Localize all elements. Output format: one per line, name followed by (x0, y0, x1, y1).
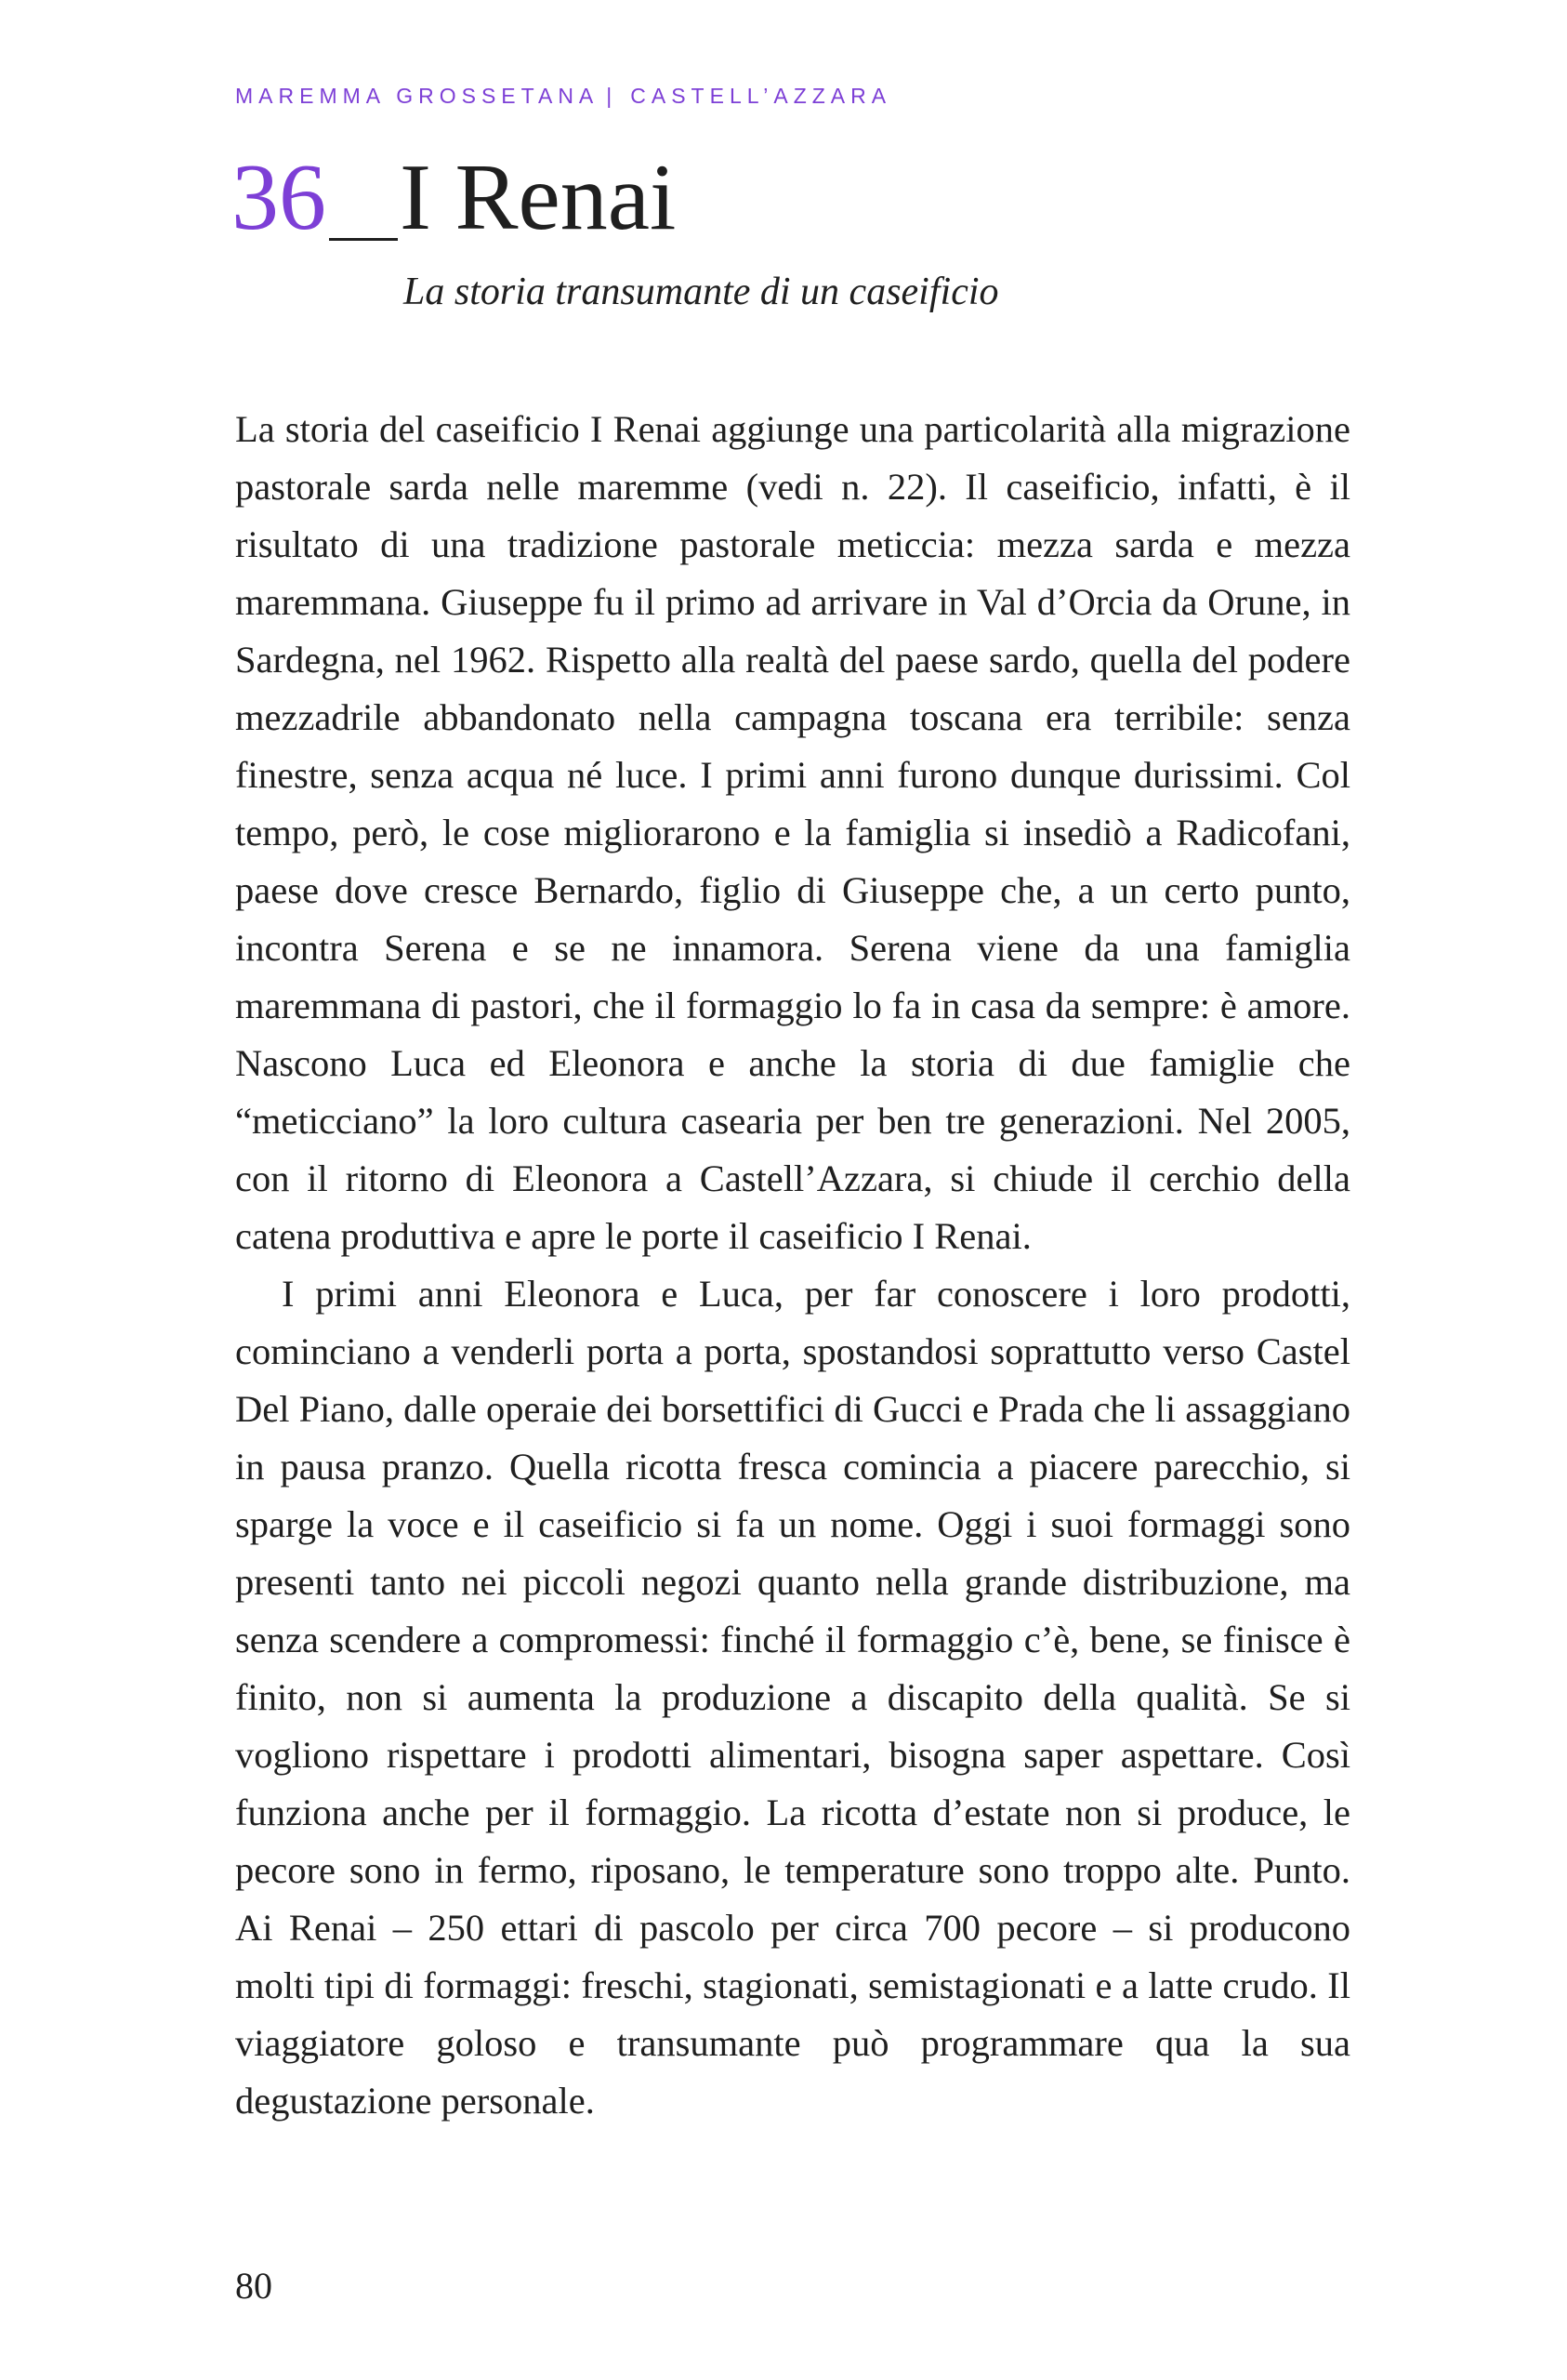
running-head-region: MAREMMA GROSSETANA (235, 84, 599, 108)
chapter-subtitle: La storia transumante di un caseificio (403, 271, 999, 313)
chapter-title: I Renai (400, 145, 677, 250)
body-paragraph-1: La storia del caseificio I Renai aggiunge una particolarità alla migrazione pastorale sarda nelle maremme (vedi n. 22). Il caseificio, infatti, è il risultato di una tradizione pastorale meticcia: mezza sarda e mezza maremmana. Giuseppe fu il primo ad arrivare in Val d’Orcia da Orune, in Sardegna, nel 1962. Rispetto alla realtà del paese sardo, quella del podere mezzadrile abbandonato nella campagna toscana era terribile: senza finestre, senza acqua né luce. I primi anni furono dunque durissimi. Col tempo, però, le cose migliorarono e la famiglia si insediò a Radicofani, paese dove cresce Bernardo, figlio di Giuseppe che, a un certo punto, incontra Serena e se ne innamora. Serena viene da una famiglia maremmana di pastori, che il formaggio lo fa in casa da sempre: è amore. Nascono Luca ed Eleonora e anche la storia di due famiglie che “meticciano” la loro cultura casearia per ben tre generazioni. Nel 2005, con il ritorno di Eleonora a Castell’Azzara, si chiude il cerchio della catena produttiva e apre le porte il caseificio I Renai. (235, 408, 1350, 1257)
running-head-separator: | (606, 84, 618, 108)
page-number: 80 (235, 2265, 272, 2307)
chapter-divider-rule (329, 238, 398, 241)
body-paragraph-2: I primi anni Eleonora e Luca, per far conoscere i loro prodotti, cominciano a venderli porta a porta, spostandosi soprattutto verso Castel Del Piano, dalle operaie dei borsettifici di Gucci e Prada che li assaggiano in pausa pranzo. Quella ricotta fresca comincia a piacere parecchio, si sparge la voce e il caseificio si fa un nome. Oggi i suoi formaggi sono presenti tanto nei piccoli negozi quanto nella grande distribuzione, ma senza scendere a compromessi: finché il formaggio c’è, bene, se finisce è finito, non si aumenta la produzione a discapito della qualità. Se si vogliono rispettare i prodotti alimentari, bisogna saper aspettare. Così funziona anche per il formaggio. La ricotta d’estate non si produce, le pecore sono in fermo, riposano, le temperature sono troppo alte. Punto. Ai Renai – 250 ettari di pascolo per circa 700 pecore – si producono molti tipi di formaggi: freschi, stagionati, semistagionati e a latte crudo. Il viaggiatore goloso e transumante può programmare qua la sua degustazione personale. (235, 1273, 1350, 2122)
chapter-number: 36 (231, 145, 326, 250)
body-text (235, 401, 1350, 2130)
running-head (235, 84, 891, 109)
running-head-town: CASTELL’AZZARA (630, 84, 892, 108)
